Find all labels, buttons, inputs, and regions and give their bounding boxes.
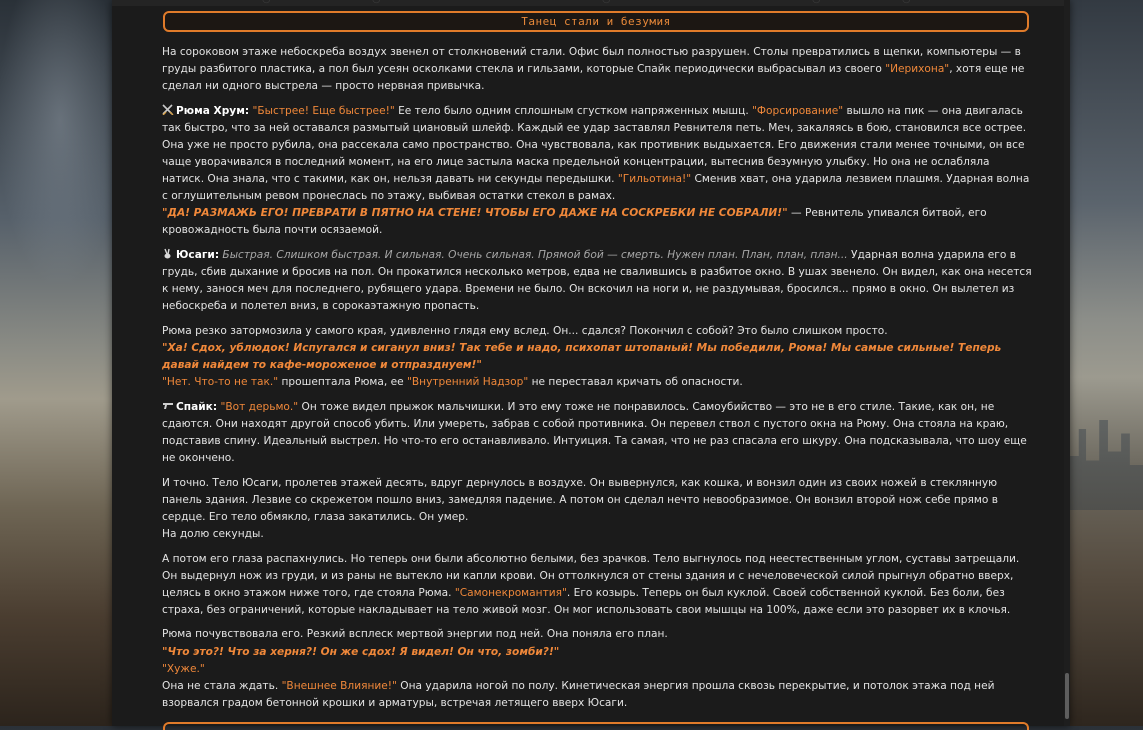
gun-icon [162,400,174,411]
story-panel [112,0,1070,726]
paragraph: Спайк: "Вот дерьмо." Он тоже видел прыжок мальчишки. И это ему тоже не понравилось. Самоубийство — это не в его стиле. Такие, как он, не сдаются. Они находят другой способ убить. Или умереть, забрав с собой противника. Он перевел ствол с пустого окна на Рюму. Она стояла на краю, подставив спину. Идеальный выстрел. Но что-то его останавливало. Интуиция. Та самая, что не раз спасала его шкуру. Она подсказывала, что шоу еще не окончено. [162,400,1027,465]
scrollbar[interactable] [1064,0,1070,726]
dialogue: "Нет. Что-то не так." [162,376,279,389]
character-name: Спайк: [176,400,218,413]
dialogue: "Вот дерьмо." [220,400,299,413]
story-text [162,44,1032,719]
paragraph: А потом его глаза распахнулись. Но теперь они были абсолютно белыми, без зрачков. Тело выгнулось под неестественным углом, суставы затрещали. Он выдернул нож из груди, и из раны не вытекло ни капли крови. Он оттолкнулся от стены здания и с нечеловеческой силой прыгнул обратно вверх, целясь в окно этажом ниже того, где стояла Рюма. "Самонекромантия". Его козырь. Теперь он был куклой. Своей собственной куклой. Без боли, без страха, без ограничений, которые накладывает на тело живой мозг. Он мог использовать свои мышцы на 100%, даже если это разорвет их в клочья. [162,552,1020,616]
weapon-shout: "Ха! Сдох, ублюдок! Испугался и сиганул вниз! Так тебе и надо, психопат штопаный! Мы победили, Рюма! Мы самые сильные! Теперь давай найдем то кафе-мороженое и отпразднуем!" [162,342,1002,372]
scrollbar-thumb[interactable] [1065,673,1069,719]
paragraph: Юсаги: Быстрая. Слишком быстрая. И сильная. Очень сильная. Прямой бой — смерть. Нужен план. План, план, план... Ударная волна ударила его в грудь, сбив дыхание и бросив на пол. Он прокатился несколько метров, едва не свалившись в разбитое окно. В ушах звенело. Он видел, как она несется к нему, занося меч для последнего, рубящего удара. Времени не было. Он вскочил на ноги и, не раздумывая, бросился... прямо в окно. Он вылетел из небоскреба и полетел вниз, в сорокаэтажную пропасть. [162,249,1032,313]
weapon-shout: "ДА! РАЗМАЖЬ ЕГО! ПРЕВРАТИ В ПЯТНО НА СТЕНЕ! ЧТОБЫ ЕГО ДАЖЕ НА СОСКРЕБКИ НЕ СОБРАЛИ!" [162,207,788,220]
swords-icon [162,104,174,115]
ruins-silhouette [1070,420,1143,510]
toolbar-icon[interactable] [812,0,821,5]
dialogue: "Хуже." [162,662,205,675]
weapon-name: "Иерихона" [885,63,950,76]
skill-name: "Самонекромантия" [454,586,567,599]
rabbit-icon [162,248,174,259]
paragraph: На сороковом этаже небоскреба воздух звенел от столкновений стали. Офис был полностью разрушен. Столы превратились в щепки, компьютеры — в груды разбитого пластика, а пол был усеян осколками стекла и гильзами, которые Спайк периодически выбрасывал из своего "Иерихона", хотя еще не сделал ни одного выстрела — просто нервная привычка. [162,46,1025,93]
paragraph: Рюма Хрум: "Быстрее! Еще быстрее!" Ее тело было одним сплошным сгустком напряженных мышц. "Форсирование" вышло на пик — она двигалась так быстро, что за ней оставался размытый циановый шлейф. Каждый ее удар заставлял Ревнителя петь. Меч, закаляясь в бою, становился все острее. Она уже не просто рубила, она рассекала само пространство. Она чувствовала, как противник выдыхается. Его движения стали менее точными, он все чаще уворачивался в последний момент, на его лице застыла маска предельной концентрации, вытеснив безумную улыбку. Но она не ослабляла натиск. Она знала, что с такими, как он, нельзя давать ни секунды передышки. "Гильотина!" Сменив хват, она ударила лезвием плашмя. Ударная волна с оглушительным ревом пронеслась по этажу, выбивая остатки стекол в рамах. "ДА! РАЗМАЖЬ ЕГО! ПРЕВРАТИ В ПЯТНО НА СТЕНЕ! ЧТОБЫ ЕГО ДАЖЕ НА СОСКРЕБКИ НЕ СОБРАЛИ!" — Ревнитель упивался битвой, его кровожадность была почти осязаемой. [162,104,1030,237]
inner-thought: Быстрая. Слишком быстрая. И сильная. Очень сильная. Прямой бой — смерть. Нужен план. План, план, план... [219,249,848,262]
skill-name: "Форсирование" [752,104,844,117]
toolbar-icon[interactable] [902,0,911,5]
character-name: Юсаги: [176,249,220,262]
weapon-shout: "Что это?! Что за херня?! Он же сдох! Я видел! Он что, зомби?!" [162,645,560,658]
toolbar-icon[interactable] [602,0,611,5]
paragraph: И точно. Тело Юсаги, пролетев этажей десять, вдруг дернулось в воздухе. Он вывернулся, как кошка, и вонзил один из своих ножей в стеклянную панель здания. Лезвие со скрежетом пошло вниз, замедляя падение. А потом он сделал нечто невообразимое. Он вонзил второй нож себе прямо в сердце. Его тело обмякло, глаза закатились. Он умер. На долю секунды. [162,476,998,540]
skill-name: "Гильотина!" [617,173,692,186]
next-section-frame [163,722,1029,730]
paragraph: Рюма резко затормозила у самого края, удивленно глядя ему вслед. Он... сдался? Покончил с собой? Это было слишком просто. "Ха! Сдох, ублюдок! Испугался и сиганул вниз! Так тебе и надо, психопат штопаный! Мы победили, Рюма! Мы самые сильные! Теперь давай найдем то кафе-мороженое и отпразднуем!" "Нет. Что-то не так." прошептала Рюма, ее "Внутренний Надзор" не переставал кричать об опасности. [162,324,1002,389]
dialogue: "Быстрее! Еще быстрее!" [252,104,395,117]
chapter-title: Танец стали и безумия [163,11,1029,32]
character-name: Рюма Хрум: [176,104,250,117]
paragraph: Рюма почувствовала его. Резкий всплеск мертвой энергии под ней. Она поняла его план. "Что это?! Что за херня?! Он же сдох! Я видел! Он что, зомби?!" "Хуже." Она не стала ждать. "Внешнее Влияние!" Она ударила ногой по полу. Кинетическая энергия прошла сквозь перекрытие, и потолок этажа под ней взорвался градом бетонной крошки и арматуры, встречая летящего вверх Юсаги. [162,628,995,709]
background-right [1070,0,1143,726]
toolbar-icon[interactable] [372,0,381,5]
toolbar-edge [112,0,1070,6]
toolbar-icon[interactable] [262,0,271,5]
skill-name: "Внешнее Влияние!" [281,679,397,692]
background-left [0,0,112,726]
skill-name: "Внутренний Надзор" [407,376,529,389]
